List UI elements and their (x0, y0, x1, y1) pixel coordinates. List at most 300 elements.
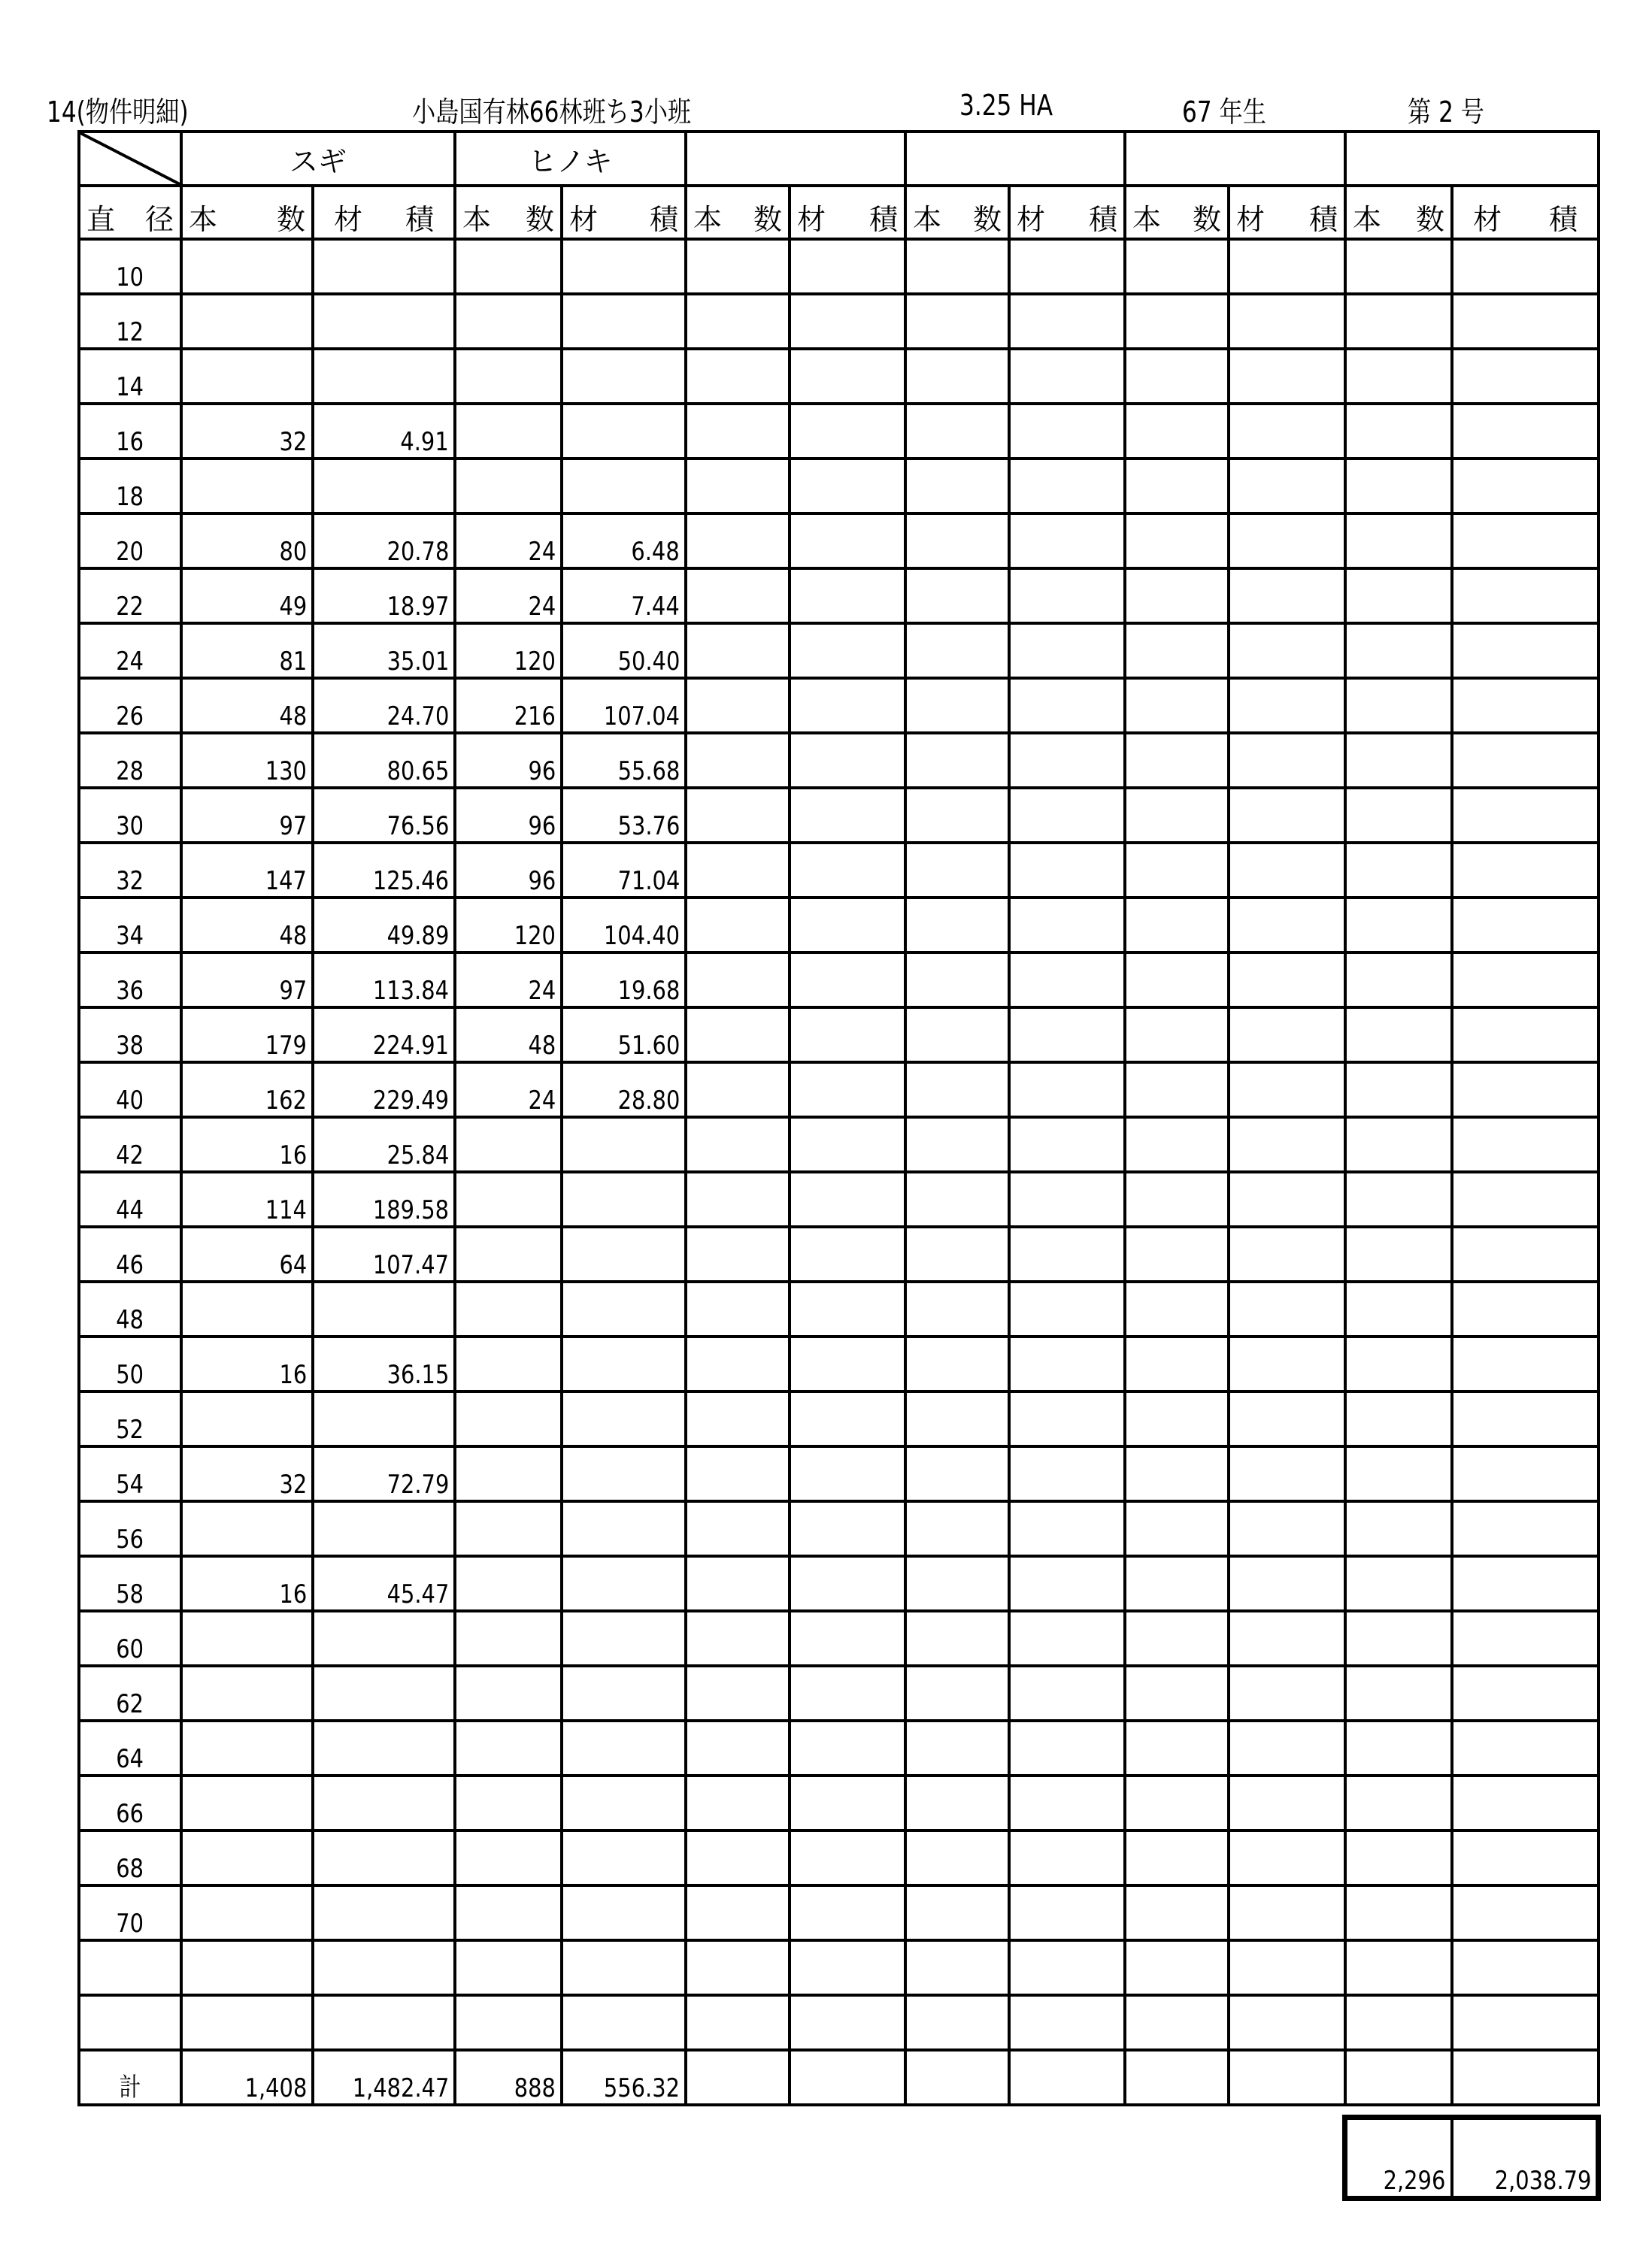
count-header: 本 数 (181, 186, 313, 239)
table-row (79, 1501, 1599, 1556)
count-cell (905, 733, 1009, 788)
location-title: 小島国有林66林班ち3小班 (412, 95, 692, 129)
volume-cell (790, 1995, 905, 2050)
count-cell (1345, 239, 1452, 294)
column-header-row (79, 186, 1599, 239)
count-cell (1345, 1062, 1452, 1117)
table-row (79, 843, 1599, 898)
table-row (79, 1446, 1599, 1501)
table-row (79, 623, 1599, 678)
volume-cell (1009, 1556, 1125, 1611)
diameter-cell: 44 (79, 1172, 181, 1227)
volume-cell (790, 1666, 905, 1721)
volume-cell (1452, 788, 1599, 843)
volume-cell (1009, 459, 1125, 513)
count-cell (1125, 1885, 1229, 1940)
total-row (79, 2050, 1599, 2105)
total-count-cell: 1,408 (181, 2050, 313, 2105)
volume-cell (1229, 1556, 1345, 1611)
count-cell (686, 1776, 790, 1830)
total-volume-cell (1452, 2050, 1599, 2105)
volume-cell (1009, 1227, 1125, 1282)
volume-cell (1229, 1611, 1345, 1666)
count-cell (905, 623, 1009, 678)
count-cell (686, 1611, 790, 1666)
volume-cell (562, 1501, 686, 1556)
volume-cell (313, 239, 455, 294)
count-cell (1125, 1391, 1229, 1446)
volume-cell (1229, 733, 1345, 788)
diameter-cell: 24 (79, 623, 181, 678)
diameter-cell: 68 (79, 1830, 181, 1885)
total-volume-cell: 556.32 (562, 2050, 686, 2105)
diameter-cell: 42 (79, 1117, 181, 1172)
count-cell (686, 239, 790, 294)
volume-cell (562, 1446, 686, 1501)
volume-cell (1452, 1446, 1599, 1501)
volume-cell (790, 1062, 905, 1117)
count-cell (181, 1501, 313, 1556)
count-cell (686, 843, 790, 898)
volume-cell (1452, 1666, 1599, 1721)
volume-cell (1452, 1830, 1599, 1885)
volume-cell: 80.65 (313, 733, 455, 788)
volume-cell: 45.47 (313, 1556, 455, 1611)
volume-cell (1452, 1556, 1599, 1611)
volume-cell (1452, 952, 1599, 1007)
count-cell (905, 1391, 1009, 1446)
count-cell (1345, 1885, 1452, 1940)
count-cell (1345, 513, 1452, 568)
count-header: 本 数 (455, 186, 562, 239)
count-cell (1125, 1830, 1229, 1885)
count-cell (1125, 1337, 1229, 1391)
count-cell (686, 1117, 790, 1172)
count-cell (181, 1666, 313, 1721)
volume-cell: 19.68 (562, 952, 686, 1007)
count-header: 本 数 (905, 186, 1009, 239)
table-row (79, 404, 1599, 459)
volume-cell (790, 1776, 905, 1830)
count-cell (1125, 623, 1229, 678)
volume-cell (790, 623, 905, 678)
count-cell (905, 1007, 1009, 1062)
diameter-cell: 32 (79, 843, 181, 898)
count-cell (686, 1721, 790, 1776)
volume-cell (562, 349, 686, 404)
volume-cell: 35.01 (313, 623, 455, 678)
volume-cell (1452, 1117, 1599, 1172)
grand-total-box (1342, 2115, 1601, 2201)
count-cell (455, 1940, 562, 1995)
count-cell (905, 568, 1009, 623)
volume-cell (1229, 1007, 1345, 1062)
count-cell (1125, 1227, 1229, 1282)
count-cell (1345, 1282, 1452, 1337)
volume-cell (562, 1721, 686, 1776)
volume-cell (313, 1885, 455, 1940)
table-row (79, 1611, 1599, 1666)
count-cell (1345, 1611, 1452, 1666)
volume-cell (1009, 788, 1125, 843)
volume-cell (1229, 898, 1345, 952)
table-row (79, 1117, 1599, 1172)
count-cell (1345, 459, 1452, 513)
count-cell (686, 1282, 790, 1337)
volume-cell (790, 1282, 905, 1337)
volume-cell (1009, 1611, 1125, 1666)
count-cell (181, 1830, 313, 1885)
total-label: 計 (79, 2050, 181, 2105)
volume-cell (1009, 678, 1125, 733)
count-cell (1125, 898, 1229, 952)
count-cell (905, 1995, 1009, 2050)
diameter-cell: 50 (79, 1337, 181, 1391)
corner-diagonal-cell (79, 132, 181, 186)
volume-cell: 71.04 (562, 843, 686, 898)
table-row (79, 239, 1599, 294)
count-cell (1125, 1501, 1229, 1556)
volume-cell (1009, 843, 1125, 898)
volume-header: 材 積 (1229, 186, 1345, 239)
count-cell (1125, 1007, 1229, 1062)
volume-cell (313, 1391, 455, 1446)
volume-cell (1229, 404, 1345, 459)
count-cell (1345, 349, 1452, 404)
count-cell: 16 (181, 1117, 313, 1172)
count-cell (686, 1446, 790, 1501)
volume-cell (1229, 1337, 1345, 1391)
table-row (79, 1666, 1599, 1721)
count-cell (1125, 1995, 1229, 2050)
total-volume-cell (1009, 2050, 1125, 2105)
count-cell (1345, 788, 1452, 843)
count-cell (181, 1611, 313, 1666)
count-cell (1125, 843, 1229, 898)
volume-cell (1452, 1995, 1599, 2050)
count-cell (455, 1885, 562, 1940)
volume-cell (1452, 1721, 1599, 1776)
volume-cell: 189.58 (313, 1172, 455, 1227)
volume-cell (313, 1282, 455, 1337)
count-cell (455, 239, 562, 294)
count-cell: 130 (181, 733, 313, 788)
count-cell: 96 (455, 733, 562, 788)
table-row (79, 1007, 1599, 1062)
volume-cell (313, 1830, 455, 1885)
volume-cell (1009, 1995, 1125, 2050)
count-cell (686, 1337, 790, 1391)
count-cell (455, 1666, 562, 1721)
count-cell (455, 1337, 562, 1391)
count-cell (905, 952, 1009, 1007)
volume-cell (1009, 1776, 1125, 1830)
diameter-cell: 28 (79, 733, 181, 788)
volume-cell (790, 733, 905, 788)
count-cell (686, 898, 790, 952)
table-row (79, 1721, 1599, 1776)
volume-cell (1229, 459, 1345, 513)
volume-cell (1229, 294, 1345, 349)
volume-cell (1009, 1282, 1125, 1337)
count-cell (1125, 1117, 1229, 1172)
total-volume-cell (1229, 2050, 1345, 2105)
volume-cell (1009, 404, 1125, 459)
total-count-cell: 888 (455, 2050, 562, 2105)
count-header: 本 数 (1345, 186, 1452, 239)
volume-cell (562, 294, 686, 349)
count-cell (686, 513, 790, 568)
count-cell (905, 404, 1009, 459)
count-cell (686, 1556, 790, 1611)
volume-cell (1452, 349, 1599, 404)
volume-cell (1229, 788, 1345, 843)
volume-cell: 55.68 (562, 733, 686, 788)
volume-cell (313, 1940, 455, 1995)
species-header (1125, 132, 1345, 186)
volume-cell (562, 1227, 686, 1282)
volume-cell (1452, 1227, 1599, 1282)
table-row (79, 1337, 1599, 1391)
count-cell (1125, 678, 1229, 733)
volume-cell (790, 678, 905, 733)
volume-cell (562, 459, 686, 513)
volume-cell (1229, 1776, 1345, 1830)
volume-cell (1009, 1940, 1125, 1995)
count-cell (1345, 1556, 1452, 1611)
volume-cell (1452, 1940, 1599, 1995)
count-cell: 120 (455, 623, 562, 678)
area-value: 3.25 HA (959, 89, 1053, 122)
count-cell (1345, 1117, 1452, 1172)
volume-cell (313, 459, 455, 513)
volume-header: 材 積 (562, 186, 686, 239)
count-cell: 32 (181, 1446, 313, 1501)
count-cell (455, 1117, 562, 1172)
count-cell (905, 788, 1009, 843)
diameter-cell: 20 (79, 513, 181, 568)
volume-cell (1229, 1995, 1345, 2050)
count-cell (686, 733, 790, 788)
count-cell (455, 404, 562, 459)
table-row (79, 678, 1599, 733)
count-cell (1345, 1501, 1452, 1556)
species-header: スギ (181, 132, 455, 186)
table-row (79, 1282, 1599, 1337)
volume-cell (790, 1337, 905, 1391)
diameter-cell: 64 (79, 1721, 181, 1776)
volume-cell (1452, 898, 1599, 952)
count-cell (1125, 1666, 1229, 1721)
volume-cell (790, 788, 905, 843)
volume-cell (1452, 1172, 1599, 1227)
volume-cell (1009, 1117, 1125, 1172)
count-cell (181, 1282, 313, 1337)
count-cell: 114 (181, 1172, 313, 1227)
count-cell: 97 (181, 952, 313, 1007)
volume-cell: 28.80 (562, 1062, 686, 1117)
volume-cell (1452, 568, 1599, 623)
count-cell (686, 623, 790, 678)
species-header-row (79, 132, 1599, 186)
table-row (79, 898, 1599, 952)
species-header (1345, 132, 1599, 186)
volume-cell (1229, 952, 1345, 1007)
table-row (79, 1940, 1599, 1995)
count-cell (686, 1995, 790, 2050)
volume-cell: 24.70 (313, 678, 455, 733)
volume-cell (1229, 1391, 1345, 1446)
volume-cell (562, 1556, 686, 1611)
volume-cell: 107.47 (313, 1227, 455, 1282)
count-cell (1125, 568, 1229, 623)
count-cell (1345, 1227, 1452, 1282)
count-cell (181, 1940, 313, 1995)
volume-cell (790, 1885, 905, 1940)
diameter-cell: 40 (79, 1062, 181, 1117)
count-header: 本 数 (1125, 186, 1229, 239)
volume-cell (1229, 568, 1345, 623)
volume-cell (313, 1776, 455, 1830)
count-cell (905, 294, 1009, 349)
volume-cell (1229, 1117, 1345, 1172)
volume-header: 材 積 (1009, 186, 1125, 239)
volume-cell (790, 1501, 905, 1556)
volume-header: 材 積 (1452, 186, 1599, 239)
count-cell (1345, 733, 1452, 788)
count-cell (181, 459, 313, 513)
count-cell (686, 568, 790, 623)
volume-cell (1452, 1611, 1599, 1666)
volume-cell (790, 239, 905, 294)
volume-cell (1009, 1830, 1125, 1885)
volume-cell (562, 404, 686, 459)
volume-cell (1452, 1501, 1599, 1556)
volume-cell: 72.79 (313, 1446, 455, 1501)
count-cell (686, 952, 790, 1007)
count-cell: 81 (181, 623, 313, 678)
volume-cell (790, 952, 905, 1007)
diameter-cell: 70 (79, 1885, 181, 1940)
count-cell (905, 1776, 1009, 1830)
volume-cell (1009, 1446, 1125, 1501)
count-cell (1345, 1940, 1452, 1995)
total-count-cell (1125, 2050, 1229, 2105)
count-cell (686, 1885, 790, 1940)
volume-cell (1009, 1337, 1125, 1391)
volume-cell (1229, 1282, 1345, 1337)
volume-cell (1009, 733, 1125, 788)
volume-cell (1229, 623, 1345, 678)
count-cell: 48 (181, 898, 313, 952)
volume-cell (790, 349, 905, 404)
count-cell (455, 1830, 562, 1885)
volume-cell (1229, 1830, 1345, 1885)
count-cell (905, 1830, 1009, 1885)
volume-cell (1229, 1501, 1345, 1556)
table-row (79, 1776, 1599, 1830)
diameter-cell: 10 (79, 239, 181, 294)
volume-cell (790, 1007, 905, 1062)
diameter-header: 直 径 (79, 186, 181, 239)
total-count-cell (1345, 2050, 1452, 2105)
volume-cell (1452, 459, 1599, 513)
count-cell (686, 1391, 790, 1446)
count-cell (181, 1885, 313, 1940)
table-row (79, 294, 1599, 349)
age-value: 67 年生 (1182, 95, 1266, 129)
count-cell (905, 1062, 1009, 1117)
diameter-cell: 18 (79, 459, 181, 513)
count-cell (1125, 239, 1229, 294)
count-cell (686, 788, 790, 843)
volume-cell (562, 1995, 686, 2050)
count-cell (1125, 1062, 1229, 1117)
count-cell: 24 (455, 513, 562, 568)
count-cell (1345, 623, 1452, 678)
count-cell (686, 1830, 790, 1885)
table-row (79, 952, 1599, 1007)
count-cell (1345, 1995, 1452, 2050)
volume-cell: 224.91 (313, 1007, 455, 1062)
count-cell (1345, 404, 1452, 459)
count-cell: 16 (181, 1556, 313, 1611)
volume-cell (790, 843, 905, 898)
volume-cell (1452, 513, 1599, 568)
diameter-cell: 22 (79, 568, 181, 623)
volume-cell (1009, 513, 1125, 568)
count-cell (686, 1227, 790, 1282)
volume-cell (790, 1830, 905, 1885)
volume-cell: 49.89 (313, 898, 455, 952)
volume-cell: 18.97 (313, 568, 455, 623)
count-cell: 120 (455, 898, 562, 952)
table-row (79, 1391, 1599, 1446)
volume-cell (1009, 239, 1125, 294)
grand-total-count: 2,296 (1345, 2118, 1452, 2199)
count-cell (181, 349, 313, 404)
count-cell (686, 1007, 790, 1062)
volume-cell (562, 1830, 686, 1885)
count-cell (686, 1172, 790, 1227)
count-cell (1125, 1446, 1229, 1501)
diameter-cell: 54 (79, 1446, 181, 1501)
count-cell (181, 1995, 313, 2050)
diameter-cell: 46 (79, 1227, 181, 1282)
diameter-cell: 60 (79, 1611, 181, 1666)
diameter-cell: 66 (79, 1776, 181, 1830)
count-cell (455, 1611, 562, 1666)
volume-cell (313, 349, 455, 404)
volume-cell (1229, 349, 1345, 404)
diameter-cell: 14 (79, 349, 181, 404)
count-cell: 48 (455, 1007, 562, 1062)
diameter-cell: 12 (79, 294, 181, 349)
count-cell (1125, 1172, 1229, 1227)
count-cell: 162 (181, 1062, 313, 1117)
volume-cell (1009, 1007, 1125, 1062)
volume-cell (1452, 733, 1599, 788)
volume-cell (313, 294, 455, 349)
volume-cell (562, 1940, 686, 1995)
diameter-cell: 48 (79, 1282, 181, 1337)
count-cell (1125, 1776, 1229, 1830)
volume-cell (1009, 1172, 1125, 1227)
count-cell (455, 1501, 562, 1556)
count-cell: 96 (455, 788, 562, 843)
sheet-number: 第 2 号 (1408, 95, 1484, 129)
count-cell (455, 1446, 562, 1501)
